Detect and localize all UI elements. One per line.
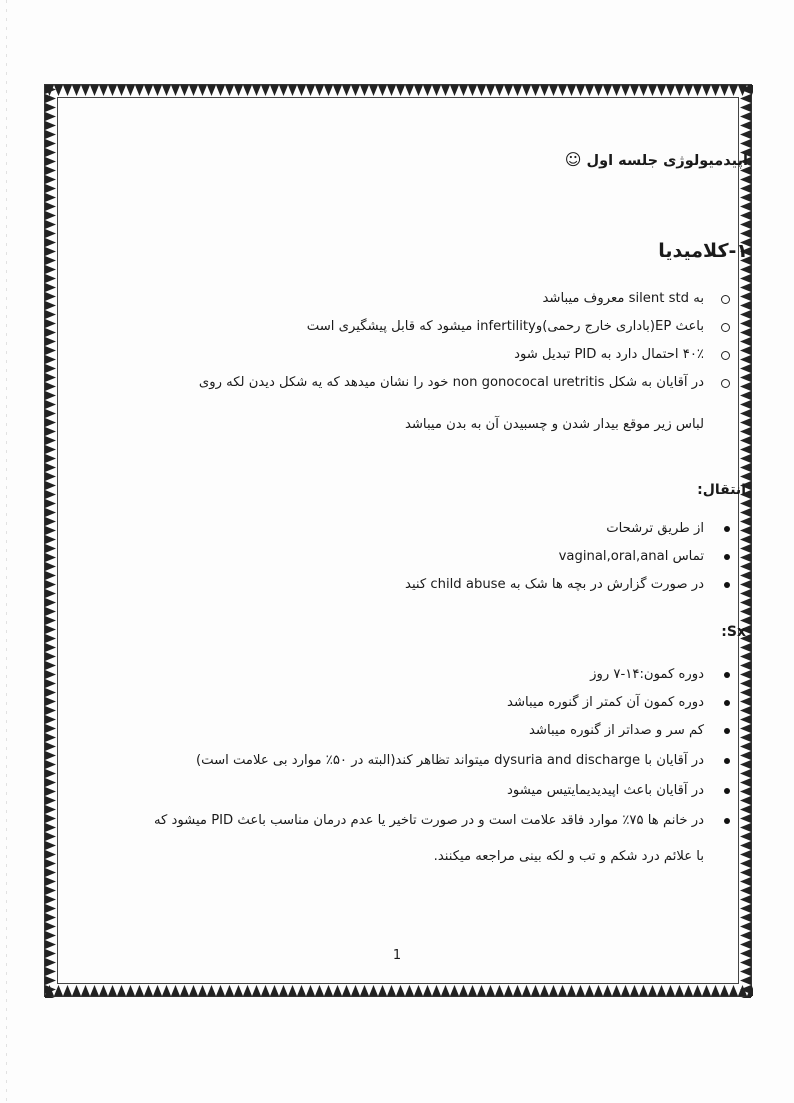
list-item-text: دوره کمون:۱۴-۷ روز: [590, 667, 704, 682]
list-item-text: تماس vaginal,oral,anal: [558, 549, 704, 564]
scan-edge-marks: [6, 0, 7, 1103]
border-zigzag-bottom: [45, 984, 753, 996]
list-item-text: ۴۰٪ احتمال دارد به PID تبدیل شود: [514, 347, 704, 362]
list-item-continuation: لباس زیر موقع بیدار شدن و چسبیدن آن به بدن میباشد: [404, 417, 704, 433]
list-item: [529, 724, 704, 737]
disc-bullet-icon: [724, 582, 730, 588]
list-item-text: در آقایان به شکل non gonococal uretritis خود را نشان میدهد که یه شکل دیدن لکه روی: [198, 375, 704, 390]
page-number: 1: [392, 948, 402, 963]
symptoms-heading: Sx:: [721, 624, 746, 640]
list-item-continuation: با علائم درد شکم و تب و لکه بینی مراجعه میکنند.: [433, 849, 704, 865]
circle-bullet-icon: [721, 323, 730, 332]
circle-bullet-icon: [721, 379, 730, 388]
document-title: [565, 150, 748, 169]
circle-bullet-icon: [721, 295, 730, 304]
smiley-icon: ☺: [564, 150, 582, 169]
circle-bullet-icon: [721, 351, 730, 360]
disc-bullet-icon: [724, 728, 730, 734]
list-item: [507, 784, 704, 797]
list-item: [514, 348, 704, 361]
list-item-text: باعث EP(باداری خارج رحمی)وinfertility میشود که قابل پیشگیری است: [306, 319, 704, 334]
list-item: [507, 696, 704, 709]
disc-bullet-icon: [724, 554, 730, 560]
disc-bullet-icon: [724, 672, 730, 678]
list-item-text: در صورت گزارش در بچه ها شک به child abuse کنید: [405, 577, 704, 592]
list-item-text: دوره کمون آن کمتر از گنوره میباشد: [507, 695, 704, 710]
list-item-text: در آقایان باعث اپیدیدیمایتیس میشود: [507, 783, 704, 798]
list-item: [559, 550, 704, 563]
disc-bullet-icon: [724, 526, 730, 532]
border-zigzag-left: [45, 85, 57, 998]
border-zigzag-right: [739, 85, 751, 998]
list-item: [606, 522, 704, 535]
list-item: [405, 578, 704, 591]
list-item-text: از طریق ترشحات: [606, 521, 704, 536]
page-content: [70, 84, 748, 984]
disc-bullet-icon: [724, 700, 730, 706]
document-title-text: اپیدمیولوژی جلسه اول: [586, 153, 748, 169]
list-item: [307, 320, 704, 333]
disc-bullet-icon: [724, 818, 730, 824]
list-item: [199, 376, 704, 389]
list-item-text: کم سر و صداتر از گنوره میباشد: [528, 723, 704, 738]
list-item: [196, 754, 704, 767]
list-item: [542, 292, 704, 305]
list-item-text: در خانم ها ۷۵٪ موارد فاقد علامت است و در صورت تاخیر یا عدم درمان مناسب باعث PID میشود که: [153, 813, 704, 828]
list-item: [590, 668, 704, 681]
list-item: [154, 814, 704, 827]
list-item-text: به silent std معروف میباشد: [542, 291, 704, 306]
transmission-heading: انتقال:: [697, 482, 746, 498]
disc-bullet-icon: [724, 788, 730, 794]
list-item-text: در آقایان با dysuria and discharge میتواند تظاهر کند(البته در ۵۰٪ موارد بی علامت است): [195, 753, 704, 768]
section-heading-chlamydia: ۱-کلامیدیا: [658, 240, 748, 262]
disc-bullet-icon: [724, 758, 730, 764]
